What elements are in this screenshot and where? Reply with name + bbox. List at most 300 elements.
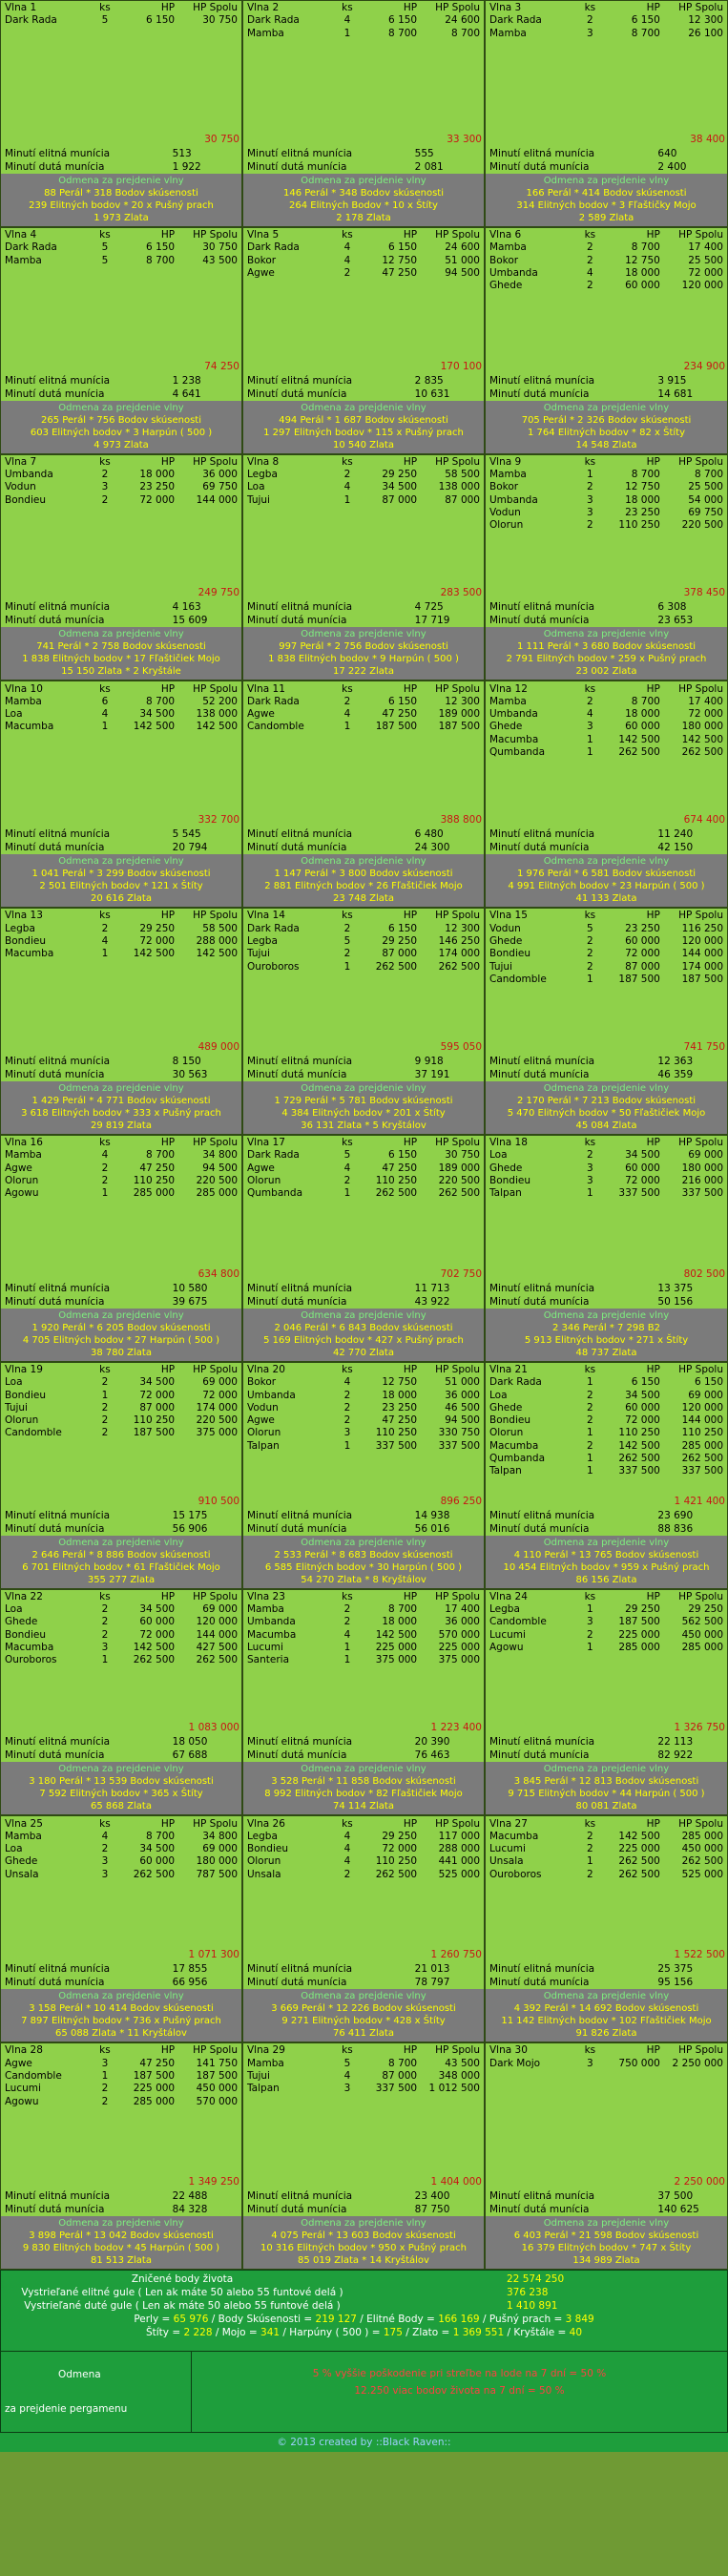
header-cell: HP Spolu [435, 682, 480, 695]
wave-reward [243, 1536, 484, 1588]
reward-line: 355 277 Zlata [87, 1574, 156, 1585]
ammo-value: 95 156 [657, 1977, 694, 1989]
reward-line: 1 976 Perál * 6 581 Bodov skúsenosti [516, 869, 697, 880]
wave-header-row [489, 1364, 723, 1376]
enemy-cell: Dark Rada [489, 1376, 542, 1389]
enemy-cell: 12 300 [445, 922, 480, 934]
enemy-cell: 142 500 [196, 948, 238, 960]
enemy-cell: 1 [343, 960, 351, 973]
ammo-value: 5 545 [172, 828, 201, 841]
enemy-row [489, 1869, 723, 1881]
ammo-value: 11 713 [414, 1282, 450, 1294]
reward-line: 1 297 Elitných bodov * 115 x Pušný prach [263, 427, 464, 438]
enemy-cell: 225 000 [618, 1628, 660, 1641]
enemy-cell: 47 250 [139, 2057, 176, 2069]
ammo-elite-row [486, 1735, 727, 1749]
wave-header-row [247, 456, 480, 469]
header-cell: Vlna 19 [5, 1363, 43, 1375]
ammo-elite-row [243, 1282, 484, 1295]
enemy-row [489, 1162, 723, 1175]
enemy-cell: Lucumi [489, 1843, 526, 1855]
enemy-cell: 2 [101, 1414, 109, 1427]
header-cell: ks [584, 1363, 596, 1375]
enemy-cell: 36 000 [202, 469, 238, 481]
wave-table [247, 229, 480, 280]
enemy-cell: 6 150 [388, 1149, 418, 1162]
enemy-cell: 18 000 [382, 1616, 418, 1628]
wave-header-row [247, 682, 480, 695]
wave-total-hp: 38 400 [690, 133, 725, 145]
ammo-elite-row [486, 1509, 727, 1522]
enemy-cell: 8 700 [631, 469, 660, 481]
reward-heading: Odmena za prejdenie vlny [58, 1537, 184, 1548]
wave-total-hp: 1 071 300 [188, 1949, 239, 1961]
header-cell: HP Spolu [193, 1363, 238, 1375]
enemy-cell: 187 500 [133, 1427, 176, 1439]
ammo-label: Minutí elitná munícia [247, 147, 353, 159]
enemy-cell: 69 750 [688, 506, 723, 518]
ammo-label: Minutí elitná munícia [5, 601, 111, 614]
wave-header-row [247, 1364, 480, 1376]
reward-line: 1 429 Perál * 4 771 Bodov skúsenosti [31, 1096, 211, 1106]
header-cell: HP Spolu [678, 2044, 723, 2057]
enemy-cell: 2 [587, 519, 593, 532]
enemy-cell: 72 000 [625, 1175, 660, 1187]
header-cell: ks [584, 2044, 596, 2057]
enemy-row [5, 2070, 238, 2083]
ammo-elite-row [243, 147, 484, 160]
enemy-row [247, 696, 480, 708]
ammo-value: 2 400 [657, 160, 687, 173]
ammo-label: Minutí elitná munícia [489, 601, 595, 614]
ammo-dud-row [243, 1976, 484, 1989]
enemy-row [489, 1427, 723, 1439]
enemy-row [489, 1440, 723, 1453]
header-cell: ks [342, 1137, 353, 1149]
enemy-row [247, 1855, 480, 1868]
enemy-cell: 2 [587, 254, 593, 266]
enemy-row [247, 1628, 480, 1641]
header-cell: Vlna 21 [489, 1363, 528, 1375]
reward-line: 314 Elitných bodov * 3 Fľaštičky Mojo [516, 199, 697, 211]
enemy-row [247, 241, 480, 254]
ammo-dud-row [1, 614, 241, 627]
reward-line: 1 764 Elitných bodov * 82 x Štíty [528, 427, 685, 438]
enemy-cell: 2 [587, 280, 593, 292]
header-cell: ks [584, 2, 596, 14]
enemy-cell: 4 [101, 934, 109, 947]
enemy-cell: 5 [343, 1149, 351, 1162]
wave-total-hp: 1 260 750 [430, 1949, 482, 1961]
reward-line: 239 Elitných bodov * 20 x Pušný prach [29, 199, 214, 211]
enemy-row [247, 1402, 480, 1414]
ammo-value: 30 563 [172, 1069, 208, 1080]
enemy-cell: Bondieu [5, 1389, 46, 1401]
enemy-cell: Legba [5, 922, 35, 934]
enemy-cell: 262 500 [133, 1654, 176, 1666]
enemy-row [5, 1175, 238, 1187]
wave-header-row [5, 682, 238, 695]
enemy-cell: 8 700 [631, 695, 660, 707]
enemy-cell: 8 700 [388, 27, 418, 39]
enemy-cell: 144 000 [196, 493, 238, 506]
ammo-value: 2 081 [414, 160, 444, 173]
enemy-cell: 4 [343, 254, 351, 266]
enemy-cell: Mamba [489, 241, 527, 254]
enemy-cell: 34 800 [202, 1830, 238, 1842]
enemy-cell: Legba [247, 469, 278, 481]
reward-heading: Odmena za prejdenie vlny [543, 1991, 670, 2002]
reward-line: 6 701 Elitných bodov * 61 Fľaštičiek Mojo [22, 1561, 220, 1573]
enemy-cell: Bondieu [5, 493, 46, 506]
enemy-cell: 2 [587, 1843, 593, 1855]
enemy-cell: Loa [5, 1376, 23, 1389]
ammo-value: 8 150 [172, 1056, 201, 1067]
header-cell: ks [342, 455, 353, 468]
enemy-cell: 60 000 [625, 1401, 660, 1414]
enemy-cell: 262 500 [375, 960, 418, 973]
enemy-cell: Dark Rada [247, 695, 300, 707]
enemy-cell: 23 250 [625, 506, 660, 518]
ammo-dud-row [1, 841, 241, 854]
reward-line: 23 002 Zlata [575, 666, 637, 678]
wave-card [0, 1815, 242, 2042]
enemy-row [489, 280, 723, 292]
wave-reward [486, 1989, 727, 2042]
wave-header-row [489, 910, 723, 922]
header-cell: Vlna 5 [247, 228, 280, 241]
wave-enemies [1, 681, 241, 814]
enemy-cell: 2 [587, 960, 593, 973]
enemy-cell: 2 [587, 241, 593, 254]
ammo-value: 78 797 [414, 1977, 450, 1989]
enemy-cell: 2 [587, 934, 593, 947]
ammo-label: Minutí elitná munícia [489, 1282, 595, 1294]
wave-header-row [489, 1137, 723, 1149]
ammo-dud-row [243, 1749, 484, 1762]
ammo-label: Minutí elitná munícia [489, 1509, 595, 1521]
wave-reward [243, 854, 484, 907]
enemy-row [5, 1642, 238, 1654]
wave-header-row [489, 2, 723, 14]
enemy-cell: 337 500 [375, 1439, 418, 1452]
enemy-cell: Tujui [247, 948, 270, 960]
enemy-cell: Umbanda [489, 708, 538, 721]
enemy-cell: 34 500 [139, 1843, 176, 1855]
header-cell: Vlna 15 [489, 910, 528, 922]
ammo-value: 18 050 [172, 1736, 208, 1749]
ammo-value: 1 238 [172, 374, 201, 387]
ammo-value: 42 150 [657, 842, 694, 854]
enemy-cell: 29 250 [382, 934, 418, 947]
enemy-row [5, 1616, 238, 1628]
enemy-row [489, 1414, 723, 1427]
header-cell: Vlna 9 [489, 455, 522, 468]
wave-header-row [489, 1591, 723, 1603]
enemy-row [247, 481, 480, 493]
enemy-row [489, 1843, 723, 1855]
header-cell: HP [403, 455, 418, 468]
enemy-row [247, 948, 480, 960]
enemy-cell: Macumba [5, 1641, 54, 1653]
ammo-label: Minutí dutá munícia [489, 842, 590, 854]
ammo-label: Minutí dutá munícia [247, 1749, 347, 1762]
ammo-value: 23 400 [414, 2190, 450, 2202]
enemy-cell: 8 700 [694, 469, 723, 481]
enemy-cell: 34 500 [625, 1149, 660, 1162]
reward-heading: Odmena za prejdenie vlny [543, 402, 670, 413]
ammo-value: 15 175 [172, 1509, 208, 1521]
wave-header-row [247, 1591, 480, 1603]
enemy-cell: 187 500 [438, 721, 480, 733]
header-cell: HP [646, 910, 660, 922]
wave-card [485, 1135, 728, 1362]
enemy-cell: 8 700 [146, 1149, 176, 1162]
ammo-label: Minutí dutá munícia [489, 615, 590, 627]
ammo-dud-row [243, 614, 484, 627]
enemy-cell: 110 250 [681, 1427, 723, 1439]
enemy-cell: 2 [343, 1603, 351, 1616]
enemy-row [247, 1843, 480, 1855]
enemy-cell: Vodun [489, 922, 521, 934]
enemy-cell: Loa [5, 1843, 23, 1855]
enemy-cell: Vodun [489, 506, 521, 518]
enemy-cell: Lucumi [489, 1628, 526, 1641]
header-cell: HP Spolu [193, 455, 238, 468]
enemy-cell: 2 [587, 1628, 593, 1641]
enemy-cell: 6 150 [146, 241, 176, 254]
enemy-cell: 1 [343, 721, 351, 733]
enemy-cell: 262 500 [618, 1855, 660, 1868]
enemy-cell: Qumbanda [489, 746, 546, 759]
enemy-cell: 60 000 [139, 1855, 176, 1868]
wave-reward [243, 1989, 484, 2042]
enemy-row [5, 2057, 238, 2069]
header-cell: ks [99, 1590, 111, 1602]
ammo-label: Minutí dutá munícia [5, 2204, 105, 2215]
enemy-cell: 4 [343, 708, 351, 721]
enemy-cell: Mamba [489, 27, 527, 39]
enemy-cell: 144 000 [196, 1628, 238, 1641]
enemy-cell: 8 700 [146, 695, 176, 707]
ammo-value: 17 855 [172, 1963, 208, 1976]
enemy-row [489, 1389, 723, 1401]
summary-label: Zničené body života [131, 2273, 234, 2285]
enemy-row [5, 14, 238, 27]
reward-line: 3 618 Elitných bodov * 333 x Pušný prach [21, 1108, 221, 1119]
header-cell: ks [342, 1363, 353, 1375]
wave-reward [1, 174, 241, 226]
enemy-cell: 1 [587, 1376, 593, 1389]
enemy-cell: 180 000 [681, 1162, 723, 1174]
ammo-dud-row [1, 1522, 241, 1536]
wave-total-hp: 170 100 [440, 360, 482, 372]
wave-total-hp: 1 083 000 [188, 1722, 239, 1734]
enemy-cell: 2 [343, 1616, 351, 1628]
enemy-row [489, 1465, 723, 1477]
header-cell: Vlna 20 [247, 1363, 285, 1375]
enemy-cell: Candomble [5, 1427, 62, 1439]
enemy-cell: 562 500 [681, 1616, 723, 1628]
enemy-cell: 1 [101, 721, 109, 733]
ammo-label: Minutí elitná munícia [5, 1736, 111, 1749]
enemy-cell: 187 500 [681, 973, 723, 985]
enemy-cell: 142 500 [618, 733, 660, 745]
ammo-value: 67 688 [172, 1749, 208, 1762]
header-cell: HP [160, 1817, 176, 1830]
enemy-row [247, 1654, 480, 1666]
ammo-value: 14 938 [414, 1509, 450, 1521]
reward-line: 3 158 Perál * 10 414 Bodov skúsenosti [29, 2003, 214, 2015]
enemy-cell: Unsala [489, 1855, 524, 1868]
enemy-cell: 337 500 [438, 1439, 480, 1452]
enemy-cell: Mamba [5, 695, 42, 707]
wave-table [5, 1591, 238, 1667]
enemy-row [489, 1855, 723, 1868]
header-cell: HP Spolu [435, 455, 480, 468]
enemy-row [489, 746, 723, 759]
credit-text: © 2013 created by ::Black Raven:: [0, 2433, 728, 2452]
enemy-cell: 285 000 [133, 2095, 176, 2107]
wave-reward [486, 1309, 727, 1361]
ammo-label: Minutí dutá munícia [247, 160, 347, 173]
enemy-cell: 18 000 [382, 1389, 418, 1401]
reward-heading: Odmena za prejdenie vlny [543, 1083, 670, 1094]
enemy-row [489, 1376, 723, 1389]
header-cell: HP [646, 1817, 660, 1830]
reward-heading: Odmena za prejdenie vlny [58, 402, 184, 413]
enemy-cell: Agowu [489, 1641, 524, 1653]
ammo-dud-row [1, 2203, 241, 2216]
enemy-cell: 1 [101, 1654, 109, 1666]
ammo-label: Minutí elitná munícia [5, 147, 111, 159]
enemy-row [5, 1162, 238, 1175]
ammo-value: 22 488 [172, 2190, 208, 2202]
enemy-cell: 220 500 [196, 1414, 238, 1427]
enemy-cell: 262 500 [375, 1868, 418, 1880]
enemy-row [5, 935, 238, 948]
enemy-row [489, 960, 723, 973]
ammo-value: 23 690 [657, 1509, 694, 1521]
enemy-cell: Umbanda [5, 469, 53, 481]
header-cell: Vlna 26 [247, 1817, 285, 1830]
wave-card [242, 1589, 485, 1816]
header-cell: HP [646, 1137, 660, 1149]
wave-card [242, 908, 485, 1135]
enemy-row [5, 2083, 238, 2095]
header-cell: ks [99, 1363, 111, 1375]
reward-line: 88 Perál * 318 Bodov skúsenosti [44, 187, 198, 199]
wave-header-row [489, 2044, 723, 2057]
wave-reward [486, 1536, 727, 1588]
ammo-value: 513 [172, 147, 192, 159]
ammo-label: Minutí dutá munícia [5, 160, 105, 173]
enemy-cell: Talpan [489, 1187, 522, 1200]
enemy-cell: Mamba [247, 2057, 284, 2069]
enemy-cell: 18 000 [139, 469, 176, 481]
enemy-cell: 337 500 [681, 1465, 723, 1477]
header-cell: Vlna 10 [5, 682, 43, 695]
reward-line: 85 019 Zlata * 14 Kryštálov [298, 2255, 429, 2266]
enemy-cell: 1 [101, 948, 109, 960]
enemy-row [489, 481, 723, 493]
wave-total-hp: 30 750 [204, 133, 239, 145]
enemy-cell: 120 000 [681, 1401, 723, 1414]
enemy-row [247, 1389, 480, 1401]
enemy-cell: 4 [343, 1628, 351, 1641]
enemy-cell: Agwe [247, 266, 275, 279]
ammo-value: 84 328 [172, 2204, 208, 2215]
header-cell: Vlna 6 [489, 228, 522, 241]
enemy-cell: 2 [587, 1439, 593, 1452]
enemy-cell: 189 000 [438, 708, 480, 721]
enemy-cell: 2 [587, 1868, 593, 1880]
enemy-cell: 220 500 [438, 1175, 480, 1187]
enemy-cell: Dark Rada [247, 14, 300, 27]
enemy-cell: 72 000 [688, 266, 723, 279]
ammo-label: Minutí dutá munícia [247, 615, 347, 627]
enemy-cell: 4 [343, 1855, 351, 1868]
enemy-cell: 2 [101, 2083, 109, 2095]
enemy-cell: 174 000 [196, 1401, 238, 1414]
enemy-cell: 94 500 [202, 1162, 238, 1174]
ammo-label: Minutí dutá munícia [489, 1749, 590, 1762]
header-cell: HP [160, 1137, 176, 1149]
enemy-cell: 34 500 [625, 1389, 660, 1401]
header-cell: ks [99, 1137, 111, 1149]
enemy-cell: 288 000 [438, 1843, 480, 1855]
reward-line: 5 913 Elitných bodov * 271 x Štíty [524, 1334, 689, 1346]
enemy-row [247, 2070, 480, 2083]
ammo-value: 56 906 [172, 1522, 208, 1535]
enemy-cell: 87 000 [139, 1401, 176, 1414]
enemy-cell: 3 [101, 2057, 109, 2069]
enemy-row [247, 469, 480, 481]
enemy-cell: 216 000 [681, 1175, 723, 1187]
enemy-cell: 17 400 [445, 1603, 480, 1616]
enemy-cell: 142 500 [133, 1641, 176, 1653]
enemy-cell: 2 [101, 1628, 109, 1641]
wave-header-row [247, 2044, 480, 2057]
wave-total-hp: 33 300 [447, 133, 482, 145]
header-cell: HP Spolu [435, 1590, 480, 1602]
wave-card [242, 227, 485, 454]
ammo-label: Minutí dutá munícia [247, 842, 347, 854]
wave-reward [1, 1081, 241, 1134]
ammo-value: 140 625 [657, 2204, 699, 2215]
ammo-dud-row [486, 1295, 727, 1309]
reward-heading: Odmena za prejdenie vlny [58, 629, 184, 640]
reward-line: 6 585 Elitných bodov * 30 Harpún ( 500 ) [264, 1561, 463, 1573]
header-cell: HP [403, 1817, 418, 1830]
enemy-cell: 8 700 [388, 2057, 418, 2069]
wave-card [485, 2042, 728, 2270]
enemy-cell: 4 [343, 1376, 351, 1389]
wave-table [5, 456, 238, 507]
enemy-row [247, 2057, 480, 2069]
ammo-label: Minutí elitná munícia [247, 1736, 353, 1749]
wave-enemies [243, 455, 484, 588]
summary-value: 22 574 250 [507, 2273, 565, 2285]
enemy-cell: 2 [587, 1401, 593, 1414]
enemy-cell: 6 150 [388, 922, 418, 934]
enemy-cell: Dark Mojo [489, 2057, 541, 2069]
reward-line: 134 989 Zlata [572, 2255, 640, 2266]
enemy-cell: 17 400 [688, 695, 723, 707]
enemy-cell: 375 000 [438, 1654, 480, 1666]
wave-header-row [247, 910, 480, 922]
ammo-elite-row [1, 600, 241, 614]
